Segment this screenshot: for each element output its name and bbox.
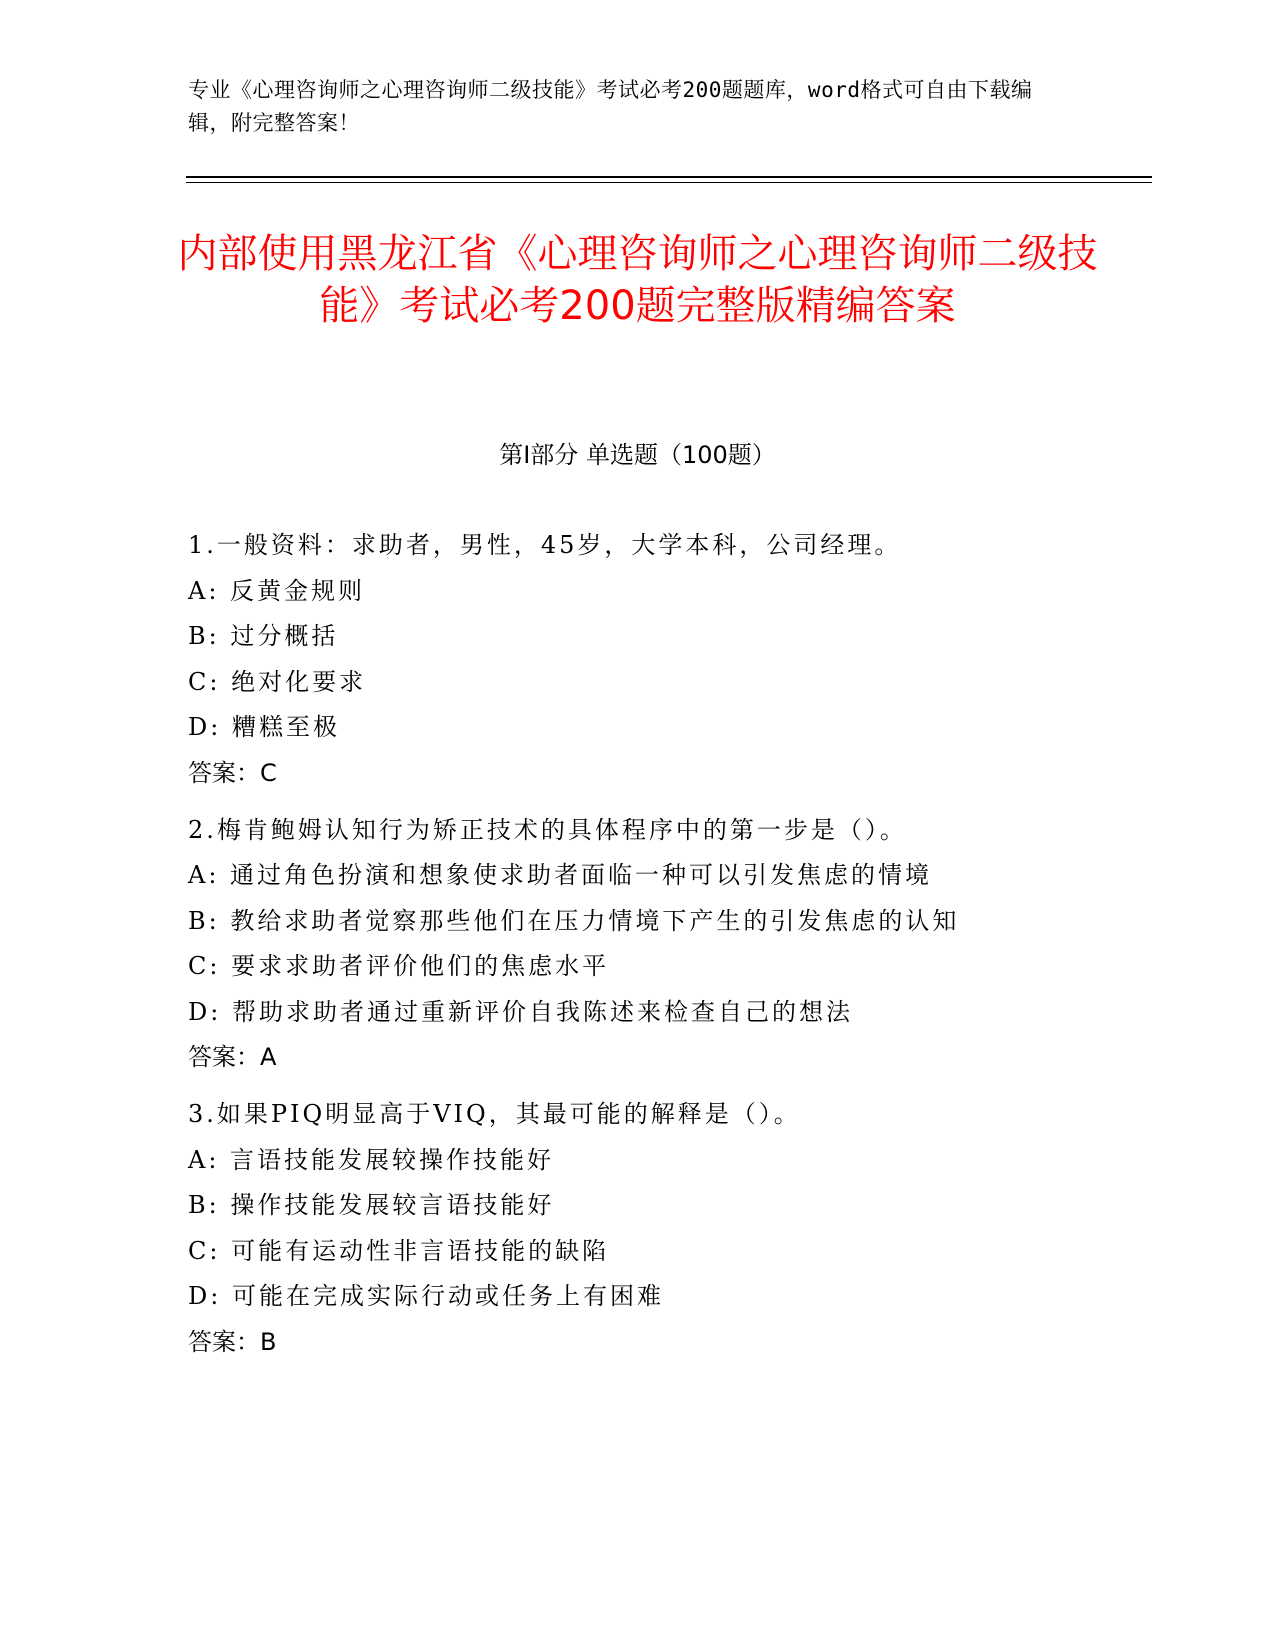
question-3 [188,1099,1148,1357]
document-title: 内部使用黑龙江省《心理咨询师之心理咨询师二级技能》考试必考200题完整版精编答案 [177,231,1098,329]
question-stem: 2.梅肯鲍姆认知行为矫正技术的具体程序中的第一步是（）。 [188,815,907,844]
answer: 答案：C [188,758,277,787]
option-b: B: 教给求助者觉察那些他们在压力情境下产生的引发焦虑的认知 [188,906,960,935]
option-a: A: 言语技能发展较操作技能好 [188,1145,555,1174]
question-1 [188,530,1148,788]
answer: 答案：B [188,1327,277,1356]
option-a: A: 通过角色扮演和想象使求助者面临一种可以引发焦虑的情境 [188,861,933,889]
option-b: B: 操作技能发展较言语技能好 [188,1191,555,1219]
option-c: C: 绝对化要求 [188,667,367,696]
header-rule-thin [186,182,1152,183]
option-d: D: 帮助求助者通过重新评价自我陈述来检查自己的想法 [188,997,853,1026]
question-list [188,530,1148,1384]
section-title: 第Ⅰ部分 单选题（100题） [499,441,776,469]
option-c: C: 可能有运动性非言语技能的缺陷 [188,1236,610,1265]
header-rule-thick [186,176,1152,178]
option-b: B: 过分概括 [188,622,339,650]
header-note: 专业《心理咨询师之心理咨询师二级技能》考试必考200题题库，word格式可自由下载编辑，附完整答案！ [188,78,1033,135]
question-stem: 3.如果PIQ明显高于VIQ，其最可能的解释是（）。 [188,1100,801,1128]
option-a: A: 反黄金规则 [188,576,366,605]
question-stem: 1.一般资料：求助者，男性，45岁，大学本科，公司经理。 [188,531,902,559]
answer: 答案：A [188,1043,277,1071]
option-d: D: 可能在完成实际行动或任务上有困难 [188,1282,664,1310]
option-c: C: 要求求助者评价他们的焦虑水平 [188,952,610,980]
question-2 [188,815,1148,1073]
option-d: D: 糟糕至极 [188,713,340,741]
